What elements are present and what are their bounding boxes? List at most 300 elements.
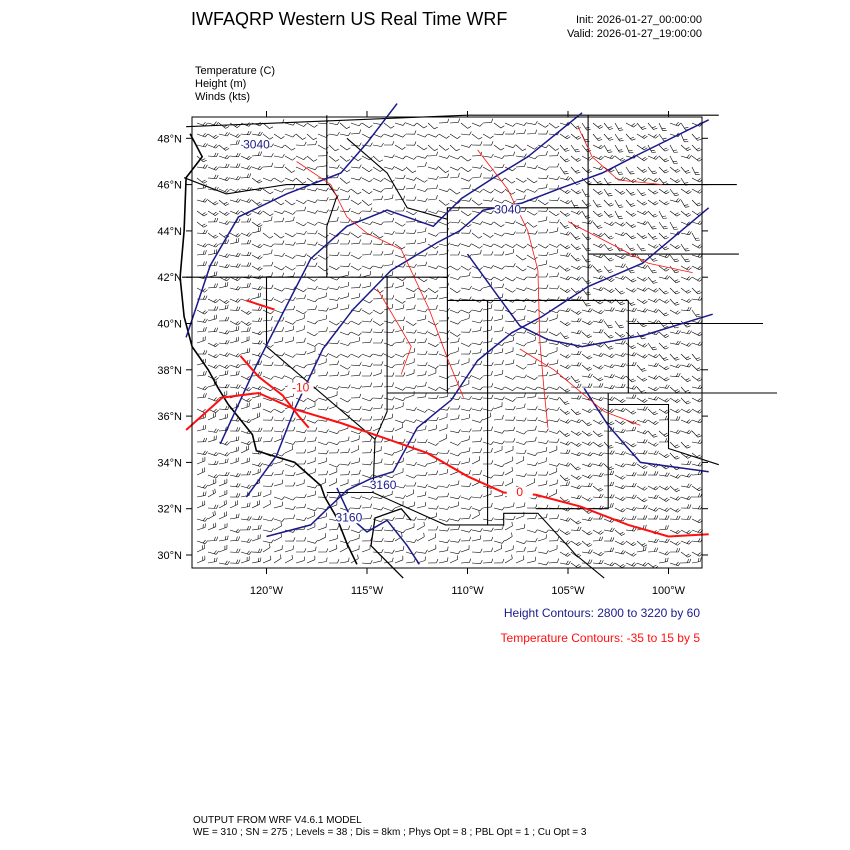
wind-barb: [395, 175, 405, 179]
wind-barb: [670, 299, 679, 305]
wind-barb: [549, 397, 560, 400]
wind-barb: [505, 244, 516, 248]
wind-barb: [670, 310, 680, 314]
wind-barb: [340, 365, 351, 369]
wind-barb: [307, 141, 317, 145]
wind-barb: [450, 481, 459, 487]
wind-barb: [604, 528, 614, 532]
wind-barb: [296, 156, 307, 160]
wind-barb: [362, 167, 372, 172]
wind-barb: [461, 286, 472, 289]
wind-barb: [318, 458, 327, 464]
wind-barb: [351, 394, 361, 398]
wind-barb: [219, 523, 227, 530]
wind-barb: [329, 217, 338, 222]
wind-barb: [615, 123, 623, 130]
wind-barb: [285, 441, 296, 444]
wind-barb: [626, 277, 636, 282]
wind-barb: [263, 233, 273, 238]
wind-barb: [274, 418, 284, 422]
wind-barb: [318, 558, 327, 563]
wind-barb: [648, 495, 658, 499]
wind-barb: [274, 409, 285, 413]
wind-barb: [494, 387, 505, 390]
height-contour: [186, 104, 397, 338]
wind-barb: [681, 255, 690, 262]
wind-barb: [505, 516, 515, 520]
wind-barb: [472, 408, 483, 411]
wind-barb: [197, 319, 207, 323]
wind-barb: [538, 550, 549, 553]
wind-barb: [659, 233, 669, 239]
wind-barb: [516, 266, 526, 271]
wind-barb: [505, 387, 516, 391]
wind-barb: [307, 427, 317, 431]
wind-barb: [329, 304, 338, 310]
wind-barb: [417, 464, 428, 467]
wind-barb: [615, 167, 623, 174]
wind-barb: [626, 427, 636, 431]
wind-barb: [197, 386, 208, 390]
wind-barb: [318, 210, 329, 213]
wind-barb: [637, 156, 647, 161]
wind-barb: [560, 253, 570, 257]
wind-barb: [384, 178, 395, 182]
wind-barb: [450, 288, 460, 293]
wind-barb: [362, 515, 372, 519]
wind-barb: [527, 504, 537, 508]
wind-barb: [450, 145, 460, 151]
wind-barb: [439, 155, 450, 158]
wind-barb: [296, 557, 305, 563]
wind-barb: [593, 287, 604, 291]
wind-barb: [681, 461, 691, 465]
wind-barb: [494, 545, 502, 553]
wind-barb: [417, 262, 427, 266]
wind-barb: [659, 145, 669, 151]
wind-barb: [329, 464, 340, 467]
wind-barb: [527, 426, 536, 431]
wind-barb: [637, 563, 648, 567]
wind-barb: [472, 288, 483, 291]
wind-barb: [230, 253, 240, 257]
wind-barb: [340, 398, 351, 402]
wind-barb: [571, 409, 581, 415]
wind-barb: [626, 145, 633, 153]
wind-barb: [428, 295, 438, 299]
wind-barb: [252, 266, 263, 270]
wind-barb: [362, 398, 373, 401]
wind-barb: [263, 556, 271, 563]
wind-barb: [230, 458, 238, 465]
wind-barb: [318, 387, 329, 390]
wind-barb: [472, 349, 481, 354]
wind-barb: [527, 557, 536, 563]
wind-barb: [219, 370, 228, 376]
wind-barb: [516, 122, 527, 125]
wind-barb: [395, 485, 406, 488]
wind-barb: [659, 310, 669, 316]
wind-barb: [208, 551, 219, 555]
wind-barb: [362, 271, 371, 277]
wind-barb: [571, 330, 582, 334]
wind-barb: [637, 376, 647, 381]
wind-barb: [681, 530, 692, 534]
wind-barb: [692, 310, 701, 317]
wind-barb: [373, 222, 384, 225]
wind-barb: [681, 145, 691, 151]
wind-barb: [274, 555, 281, 564]
wind-barb: [560, 530, 570, 535]
wind-barb: [450, 277, 461, 280]
wind-barb: [362, 504, 372, 508]
wind-barb: [450, 461, 460, 465]
wind-barb: [494, 145, 504, 150]
wind-barb: [494, 430, 505, 433]
wind-barb: [285, 546, 293, 553]
wind-barb: [406, 502, 415, 508]
wind-barb: [582, 167, 592, 173]
wind-barb: [340, 385, 350, 389]
wind-barb: [219, 340, 229, 344]
wind-barb: [373, 329, 383, 333]
wind-barb: [417, 309, 428, 312]
wind-barb: [263, 518, 274, 521]
init-time: Init: 2026-01-27_00:00:00: [576, 14, 702, 26]
wind-barb: [263, 327, 272, 332]
wind-barb: [527, 274, 537, 278]
wind-barb: [505, 406, 515, 410]
wind-barb: [373, 404, 382, 409]
wind-barb: [307, 508, 318, 511]
wind-barb: [593, 376, 603, 381]
wind-barb: [450, 119, 460, 124]
wind-barb: [362, 372, 372, 376]
wind-barb: [582, 483, 592, 487]
wind-barb: [340, 471, 350, 475]
wind-barb: [505, 277, 516, 281]
wind-barb: [527, 309, 538, 312]
wind-barb: [560, 167, 569, 174]
wind-barb: [395, 134, 406, 137]
wind-barb: [527, 406, 537, 410]
wind-barb: [648, 233, 657, 239]
wind-barb: [538, 167, 549, 170]
wind-barb: [285, 217, 294, 222]
wind-barb: [582, 220, 593, 224]
wind-barb: [648, 539, 658, 543]
wind-barb: [516, 393, 525, 398]
wind-barb: [362, 189, 372, 194]
wind-barb: [593, 552, 604, 556]
wind-barb: [560, 431, 570, 437]
wind-barb: [681, 288, 691, 293]
wind-barb: [285, 376, 296, 379]
wind-barb: [417, 295, 427, 299]
wind-barb: [593, 244, 604, 248]
wind-barb: [384, 452, 395, 455]
wind-barb: [461, 537, 471, 541]
wind-barb: [263, 316, 272, 321]
wind-barb: [560, 409, 570, 415]
wind-barb: [648, 211, 658, 217]
wind-barb: [692, 332, 703, 336]
wind-barb: [208, 436, 216, 442]
wind-barb: [406, 252, 416, 256]
wind-barb: [296, 548, 306, 552]
wind-barb: [351, 470, 360, 475]
wind-barb: [351, 321, 362, 325]
nv-ut-border: [375, 277, 387, 439]
wind-barb: [208, 211, 218, 216]
wind-barb: [505, 178, 515, 183]
wind-barb: [549, 123, 559, 128]
wind-barb: [615, 375, 626, 379]
wind-barb: [604, 200, 614, 206]
wind-barb: [395, 282, 404, 288]
wind-barb: [230, 307, 240, 311]
wind-barb: [450, 518, 461, 521]
wind-barb: [450, 321, 461, 324]
wind-barb: [494, 464, 505, 467]
wind-barb: [538, 285, 548, 289]
wind-barb: [428, 185, 438, 189]
wind-barb: [263, 244, 274, 247]
wind-barb: [604, 233, 614, 239]
wind-barb: [461, 559, 471, 563]
wind-barb: [241, 398, 252, 402]
wind-barb: [417, 315, 426, 321]
wind-barb: [626, 409, 636, 414]
wind-barb: [373, 339, 383, 343]
wind-barb: [252, 386, 263, 390]
wind-barb: [527, 360, 536, 365]
wind-barb: [494, 482, 504, 487]
wind-barb: [362, 208, 372, 212]
wind-barb: [428, 545, 436, 552]
wind-barb: [659, 508, 670, 512]
wind-barb: [241, 252, 251, 256]
wind-barb: [395, 156, 406, 159]
wind-barb: [516, 129, 526, 134]
wind-barb: [439, 243, 450, 246]
wind-barb: [549, 463, 560, 466]
wind-barb: [494, 244, 505, 248]
wind-barb: [329, 535, 338, 541]
lat-tick-label: 40°N: [157, 318, 182, 331]
wind-barb: [527, 189, 538, 192]
wind-barb: [549, 244, 560, 247]
wind-barb: [274, 299, 285, 303]
wind-barb: [516, 524, 525, 530]
wind-barb: [527, 462, 538, 465]
wind-barb: [362, 338, 372, 343]
wind-barb: [692, 288, 702, 294]
height-contour-legend: Height Contours: 2800 to 3220 by 60: [503, 606, 700, 620]
wind-barb: [241, 539, 252, 543]
wind-barb: [252, 558, 261, 564]
wind-barb: [395, 423, 403, 431]
wind-barb: [197, 327, 206, 332]
wind-barb: [230, 140, 239, 145]
wind-barb: [648, 471, 658, 475]
wind-barb: [659, 178, 668, 185]
wind-barb: [670, 475, 681, 479]
wind-barb: [637, 407, 647, 411]
wind-barb: [384, 184, 393, 189]
wind-barb: [538, 429, 548, 433]
wind-barb: [593, 233, 604, 237]
wind-barb: [439, 528, 449, 532]
height-contour: [220, 113, 582, 444]
wind-barb: [615, 222, 626, 226]
wind-barb: [285, 326, 294, 332]
wind-barb: [483, 222, 494, 225]
wind-barb: [692, 419, 703, 423]
wind-barb: [604, 397, 615, 401]
wind-barb: [659, 222, 668, 229]
wind-barb: [208, 122, 219, 126]
wind-barb: [461, 514, 471, 519]
wind-barb: [648, 200, 658, 205]
wind-barb: [395, 338, 404, 343]
wind-barb: [593, 166, 604, 170]
lat-tick-label: 44°N: [157, 225, 182, 238]
wind-barb: [615, 189, 625, 194]
wind-barb: [450, 310, 461, 313]
wind-barb: [417, 522, 424, 530]
wind-barb: [252, 244, 263, 248]
wind-barb: [406, 123, 417, 126]
wind-barb: [296, 537, 306, 541]
wind-barb: [571, 362, 581, 366]
wind-barb: [659, 321, 668, 328]
wind-barb: [439, 484, 450, 487]
wind-barb: [285, 537, 295, 541]
wind-barb: [263, 178, 274, 181]
wind-barb: [538, 260, 547, 266]
wind-barb: [593, 211, 603, 217]
wind-barb: [296, 240, 306, 244]
wind-barb: [219, 330, 230, 334]
wind-barb: [340, 132, 351, 135]
wind-barb: [307, 512, 315, 519]
wind-barb: [197, 143, 208, 147]
wind-barb: [219, 299, 229, 304]
wind-barb: [362, 449, 372, 453]
wind-barb: [450, 555, 458, 563]
wind-barb: [406, 523, 414, 530]
wind-barb: [362, 383, 372, 387]
wind-barb: [483, 119, 493, 123]
wind-barb: [329, 386, 340, 389]
wind-barb: [252, 534, 260, 541]
wind-barb: [670, 122, 681, 126]
wind-barb: [296, 288, 307, 292]
wind-barb: [494, 156, 505, 159]
wind-barb: [307, 200, 318, 203]
wind-barb: [208, 413, 216, 421]
wind-barb: [406, 156, 417, 159]
wind-barb: [615, 451, 626, 455]
wind-barb: [626, 222, 636, 228]
wind-barb: [263, 544, 270, 553]
wind-barb: [307, 156, 317, 161]
wind-barb: [373, 143, 384, 146]
wind-barb: [208, 315, 217, 321]
wind-barb: [538, 408, 549, 411]
wind-barb: [351, 293, 360, 299]
wind-barb: [417, 155, 428, 158]
wind-barb: [516, 343, 527, 346]
wind-barb: [637, 145, 647, 150]
wind-barb: [516, 387, 527, 390]
wind-barb: [571, 156, 581, 162]
wind-barb: [428, 233, 439, 236]
wind-barb: [219, 545, 227, 552]
wind-barb: [560, 481, 570, 486]
wind-barb: [604, 255, 614, 261]
wind-barb: [274, 233, 284, 238]
wind-barb: [637, 221, 648, 225]
wind-barb: [241, 336, 249, 343]
wind-barb: [604, 145, 612, 152]
wind-barb: [670, 211, 680, 216]
wind-barb: [318, 358, 326, 365]
wind-barb: [461, 144, 472, 147]
wind-barb: [670, 244, 680, 249]
wind-barb: [340, 123, 350, 129]
wind-barb: [351, 255, 362, 259]
wind-barb: [659, 438, 669, 442]
wind-barb: [241, 321, 251, 326]
wind-barb: [626, 308, 637, 312]
wind-barb: [252, 200, 262, 206]
wind-barb: [549, 370, 558, 376]
wind-barb: [582, 354, 592, 359]
wind-barb: [384, 261, 393, 266]
wind-barb: [307, 343, 318, 347]
wind-barb: [560, 222, 569, 228]
wind-barb: [615, 398, 625, 403]
wind-barb: [252, 222, 262, 227]
wind-barb: [285, 255, 296, 259]
wind-barb: [318, 327, 328, 332]
wind-barb: [296, 295, 306, 299]
wind-barb: [461, 167, 471, 172]
wind-barb: [351, 445, 359, 453]
wind-barb: [230, 264, 240, 268]
wind-barb: [219, 536, 228, 541]
wind-barb: [439, 424, 447, 431]
wind-barb: [648, 167, 657, 174]
wind-barb: [241, 283, 250, 288]
wind-barb: [263, 409, 274, 412]
wind-barb: [670, 354, 679, 360]
wind-barb: [395, 230, 405, 234]
wind-barb: [340, 354, 351, 357]
wind-barb: [527, 145, 538, 149]
wind-barb: [406, 490, 414, 498]
wind-barb: [384, 166, 395, 169]
wind-barb: [472, 456, 480, 464]
wind-barb: [670, 548, 680, 552]
wind-barb: [648, 548, 658, 552]
wind-barb: [252, 463, 263, 467]
wind-barb: [483, 475, 494, 478]
wind-barb: [439, 119, 449, 123]
wind-barb: [692, 189, 703, 193]
